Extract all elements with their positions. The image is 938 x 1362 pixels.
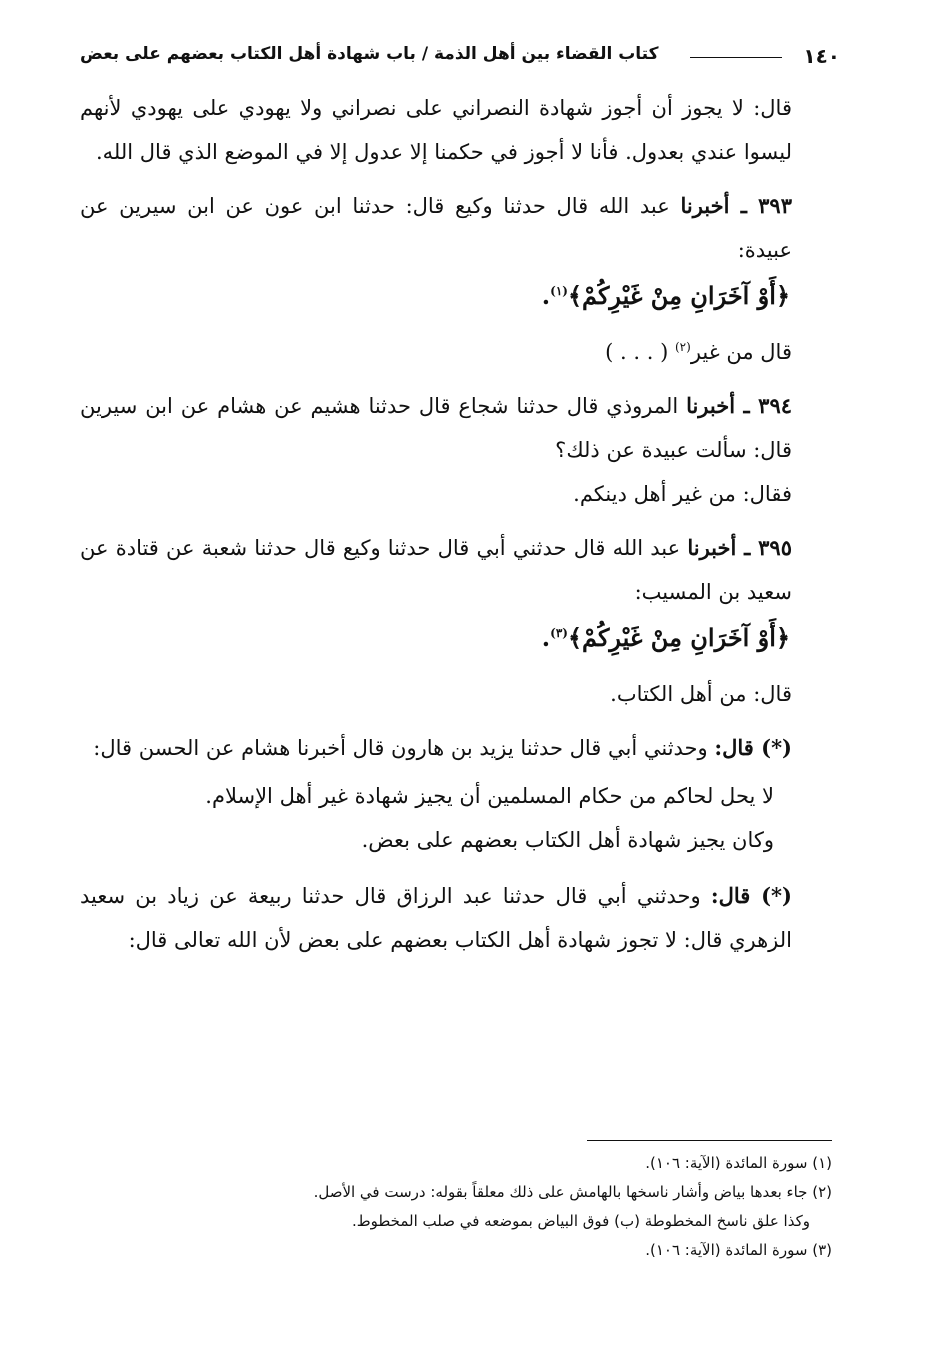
hadith-number: ٣٩٤ ـ أخبرنا: [686, 393, 793, 418]
narration-text: وحدثني أبي قال حدثنا عبد الرزاق قال حدثنا ربيعة عن زياد بن سعيد الزهري قال: لا تجوز شهادة أهل الكتاب بعضهم على بعض لأن الله تعالى قال:: [80, 884, 792, 952]
verse-end: .: [541, 623, 551, 652]
hadith-number: ٣٩٣ ـ أخبرنا: [680, 193, 792, 218]
paragraph-intro: قال: لا يجوز أن أجوز شهادة النصراني على نصراني ولا يهودي على يهودي لأنهم ليسوا عندي بعدول. فأنا لا أجوز في حكمنا إلا عدول إلا في الموضع الذي قال الله.: [80, 96, 792, 164]
hadith-text: المروذي قال حدثنا شجاع قال حدثنا هشيم عن هشام عن ابن سيرين قال: سألت عبيدة عن ذلك؟: [80, 394, 792, 462]
verse-text: ﴿أَوْ آخَرَانِ مِنْ غَيْرِكُمْ﴾: [567, 623, 790, 652]
footnote-ref: (١): [550, 284, 568, 298]
footnote-ref: (٣): [550, 626, 568, 640]
footnotes: [80, 1140, 832, 1265]
hadith-answer: فقال: من غير أهل دينكم.: [573, 482, 792, 506]
text-fragment: ( . . . ): [605, 340, 669, 364]
quote-line: لا يحل لحاكم من حكام المسلمين أن يجيز شهادة غير أهل الإسلام.: [205, 784, 774, 808]
narration-lead: (*) قال:: [710, 883, 792, 908]
footnote-2: (٢) جاء بعدها بياض وأشار ناسخها بالهامش على ذلك معلقاً بقوله: درست في الأصل.: [313, 1183, 832, 1201]
footnote-list: [80, 1149, 832, 1265]
hadith-text: عبد الله قال حدثني أبي قال حدثنا وكيع قال حدثنا شعبة عن قتادة عن سعيد بن المسيب:: [80, 536, 792, 604]
quote-line: وكان يجيز شهادة أهل الكتاب بعضهم على بعض.: [361, 828, 774, 852]
footnote-ref: (٢): [674, 340, 691, 354]
text-fragment: قال من غير: [690, 340, 792, 364]
main-text: [80, 86, 832, 972]
verse-end: .: [541, 281, 551, 310]
hadith-395: [80, 526, 832, 614]
page-number: ١٤٠: [803, 44, 840, 68]
verse-text: ﴿أَوْ آخَرَانِ مِنْ غَيْرِكُمْ﴾: [567, 281, 790, 310]
narration-1: [80, 726, 832, 770]
running-title: كتاب القضاء بين أهل الذمة / باب شهادة أهل الكتاب بعضهم على بعض: [80, 44, 659, 64]
footnote-3: (٣) سورة المائدة (الآية: ١٠٦).: [645, 1241, 832, 1259]
narration-text: وحدثني أبي قال حدثنا يزيد بن هارون قال أخبرنا هشام عن الحسن قال:: [93, 736, 708, 760]
hadith-line: [80, 330, 832, 374]
hadith-number: ٣٩٥ ـ أخبرنا: [687, 535, 792, 560]
hadith-text: عبد الله قال حدثنا وكيع قال: حدثنا ابن عون عن ابن سيرين عن عبيدة:: [80, 194, 792, 262]
quran-verse: [80, 614, 832, 662]
footnote-1: (١) سورة المائدة (الآية: ١٠٦).: [645, 1154, 832, 1172]
narration-2: [80, 874, 832, 962]
page-header: [80, 40, 840, 74]
quote-block: [80, 774, 832, 862]
hadith-answer: قال: من أهل الكتاب.: [610, 682, 792, 706]
narration-lead: (*) قال:: [714, 735, 792, 760]
footnote-rule: [587, 1140, 832, 1141]
footnote-2-continued: وكذا علق ناسخ المخطوطة (ب) فوق البياض بموضعه في صلب المخطوط.: [351, 1212, 810, 1230]
hadith-394: [80, 384, 832, 472]
quran-verse: [80, 272, 832, 320]
hadith-393: [80, 184, 832, 272]
header-rule: [690, 57, 782, 58]
